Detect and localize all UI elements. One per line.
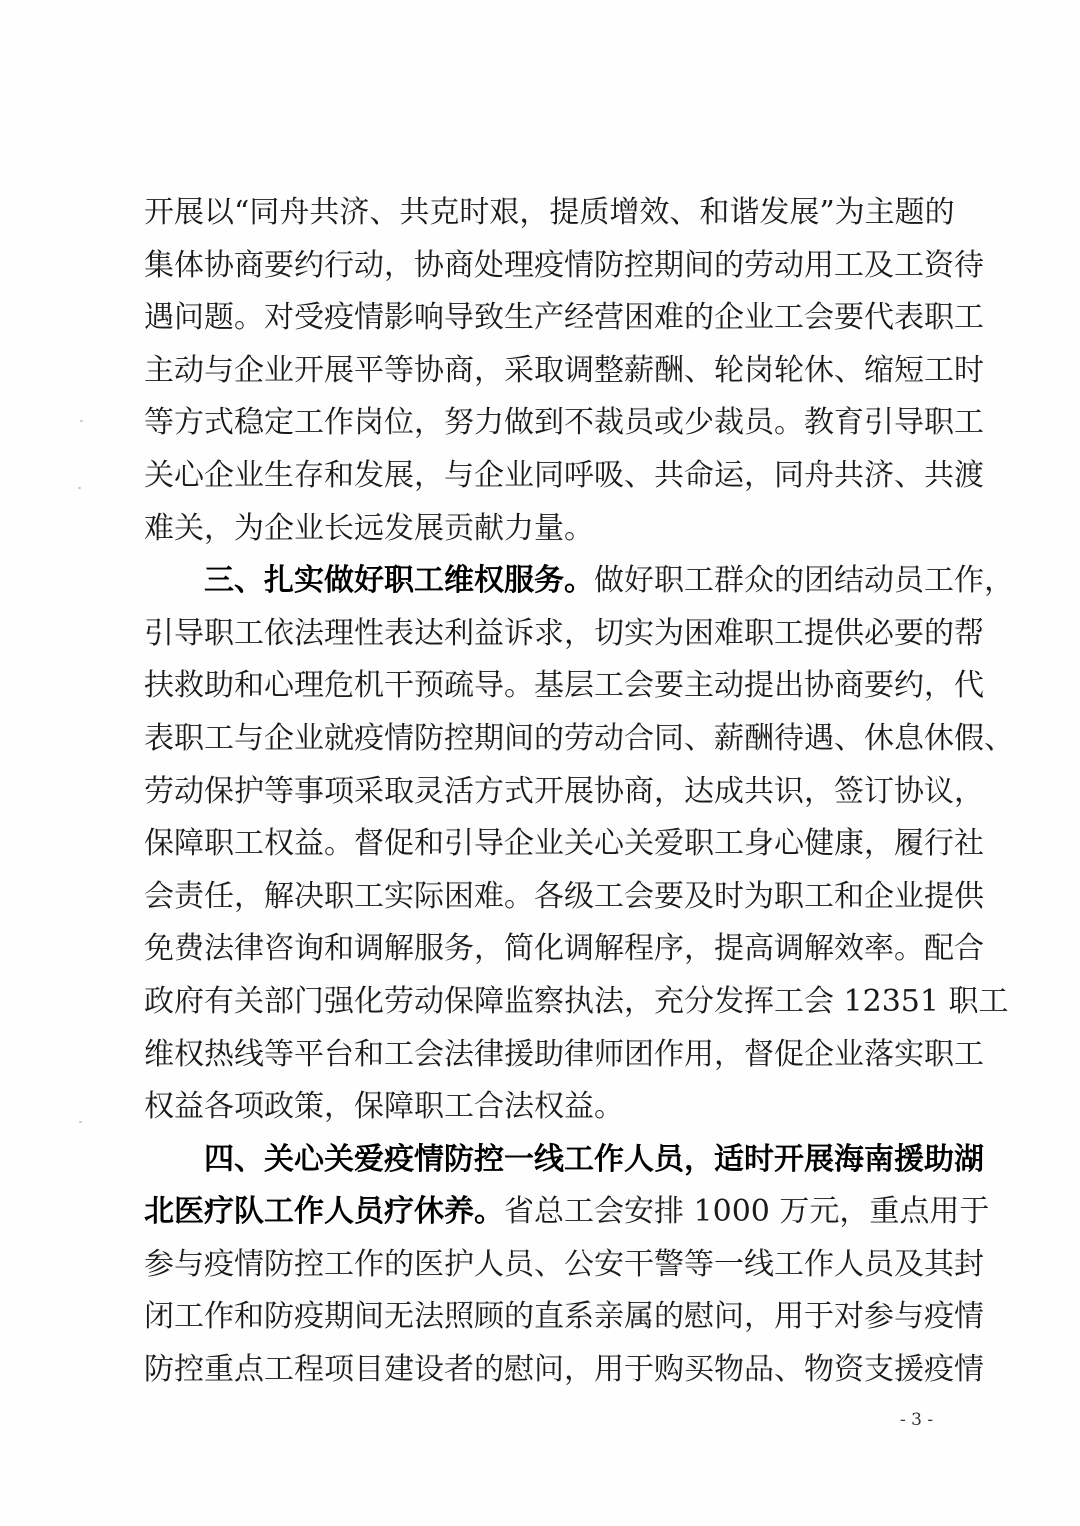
body-line: 遇问题。对受疫情影响导致生产经营困难的企业工会要代表职工 [144,300,984,336]
body-line: 等方式稳定工作岗位，努力做到不裁员或少裁员。教育引导职工 [144,405,984,441]
body-line: 防控重点工程项目建设者的慰问，用于购买物品、物资支援疫情 [144,1352,984,1388]
body-line: 劳动保护等事项采取灵活方式开展协商，达成共识，签订协议， [144,773,984,809]
body-line: 难关，为企业长远发展贡献力量。 [144,510,594,546]
body-line: 维权热线等平台和工会法律援助律师团作用，督促企业落实职工 [144,1036,984,1072]
body-line: 权益各项政策，保障职工合法权益。 [144,1089,624,1125]
body-line: 闭工作和防疫期间无法照顾的直系亲属的慰问，用于对参与疫情 [144,1299,984,1335]
section-3-first-line-text: 做好职工群众的团结动员工作， [594,563,1014,599]
section-4-heading-line-1: 四、关心关爱疫情防控一线工作人员，适时开展海南援助湖 [204,1141,984,1177]
section-3-first-line [144,555,1014,608]
body-line: 参与疫情防控工作的医护人员、公安干警等一线工作人员及其封 [144,1246,984,1282]
page-number: - 3 - [900,1410,934,1430]
body-line: 集体协商要约行动，协商处理疫情防控期间的劳动用工及工资待 [144,247,984,283]
scan-speck [78,487,81,489]
body-line: 表职工与企业就疫情防控期间的劳动合同、薪酬待遇、休息休假、 [144,720,1014,756]
body-line: 开展以“同舟共济、共克时艰，提质增效、和谐发展”为主题的 [144,195,955,230]
section-4-second-line [144,1186,990,1239]
body-line: 主动与企业开展平等协商，采取调整薪酬、轮岗轮休、缩短工时 [144,352,984,388]
body-line: 引导职工依法理性表达利益诉求，切实为困难职工提供必要的帮 [144,615,984,651]
body-line: 扶救助和心理危机干预疏导。基层工会要主动提出协商要约，代 [144,668,984,704]
section-3-heading: 三、扎实做好职工维权服务。 [204,563,594,599]
body-line: 保障职工权益。督促和引导企业关心关爱职工身心健康，履行社 [144,826,984,862]
section-4-heading-line-2: 北医疗队工作人员疗休养。 [144,1194,504,1230]
scan-speck [80,420,83,422]
body-line: 免费法律咨询和调解服务，简化调解程序，提高调解效率。配合 [144,931,984,967]
body-line: 政府有关部门强化劳动保障监察执法，充分发挥工会 12351 职工 [144,983,1009,1019]
body-line: 关心企业生存和发展，与企业同呼吸、共命运，同舟共济、共渡 [144,457,984,493]
section-4-second-line-text: 省总工会安排 1000 万元，重点用于 [504,1194,990,1230]
document-body [144,187,1014,1397]
body-line: 会责任，解决职工实际困难。各级工会要及时为职工和企业提供 [144,878,984,914]
scan-speck [79,1121,82,1123]
